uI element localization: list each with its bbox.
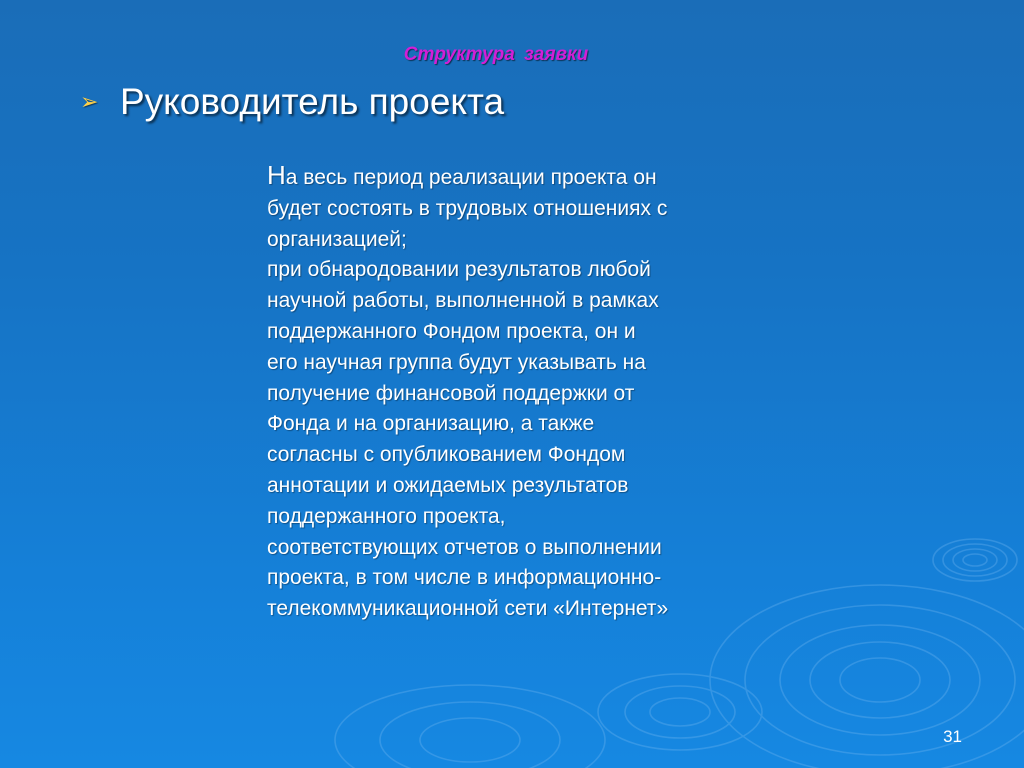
slide-heading <box>80 74 504 130</box>
section-title: Структура заявки <box>403 44 589 65</box>
body-first-letter: Н <box>267 160 286 190</box>
body-text: а весь период реализации проекта он будет состоять в трудовых отношениях с организацией; при обнародовании результатов любой научной работы, выполненной в рамках поддержанного Фондом проекта, он и его научная группа будут указывать на получение финансовой поддержки от Фонда и на организацию, а также согласны с опубликованием Фондом аннотации и ожидаемых результатов поддержанного проекта, соответствующих отчетов о выполнении проекта, в том числе в информационно- телекоммуникационной сети «Интернет» <box>267 166 669 621</box>
heading-text: Руководитель проекта <box>120 81 505 122</box>
body-paragraph <box>267 160 767 625</box>
page-number: 31 <box>943 727 962 746</box>
arrow-bullet-icon: ➢ <box>80 89 99 114</box>
